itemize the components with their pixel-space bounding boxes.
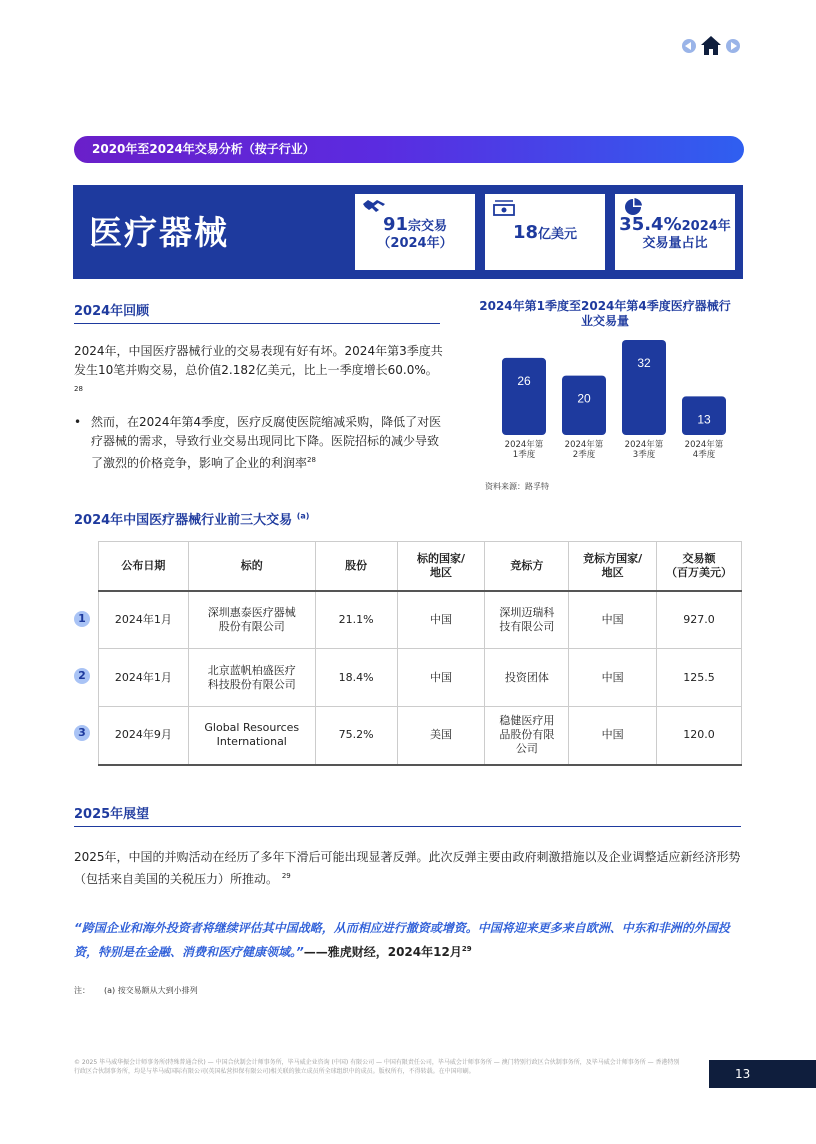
cell-target: 深圳惠泰医疗器械 股份有限公司	[188, 591, 315, 649]
cell-bidder: 稳健医疗用 品股份有限 公司	[485, 707, 569, 765]
header-target: 标的	[188, 542, 315, 591]
section-banner: 2020年至2024年交易分析（按子行业）	[74, 136, 744, 163]
category-label: 3季度	[632, 450, 656, 460]
header-stake: 股份	[315, 542, 397, 591]
cell-value: 927.0	[657, 591, 742, 649]
review-rule	[74, 323, 440, 324]
cell-stake: 75.2%	[315, 707, 397, 765]
quote-attribution: ——雅虎财经，2024年12月	[303, 945, 462, 959]
header-target-country: 标的国家/ 地区	[397, 542, 485, 591]
next-page-icon[interactable]	[726, 39, 740, 53]
cell-date: 2024年1月	[99, 649, 189, 707]
bullet-dot: •	[74, 415, 82, 429]
cell-target: 北京蓝帆柏盛医疗 科技股份有限公司	[188, 649, 315, 707]
table-note: 注： (a) 按交易额从大到小排列	[74, 986, 198, 995]
cell-target-country: 美国	[397, 707, 485, 765]
pull-quote: “跨国企业和海外投资者将继续评估其中国战略，从而相应进行撤资或增资。中国将迎来更多来自欧洲、中东和非洲的外国投资，特别是在金融、消费和医疗健康领域。”——雅虎财经，2024年12月$^{29}$	[74, 921, 730, 959]
bar-q3	[622, 340, 666, 435]
chart-source: 资料来源：路孚特	[485, 482, 549, 491]
cell-stake: 18.4%	[315, 649, 397, 707]
cell-target: Global Resources International	[188, 707, 315, 765]
category-label: 2024年第	[504, 440, 544, 450]
cell-date: 2024年1月	[99, 591, 189, 649]
category-label: 2024年第	[564, 440, 604, 450]
chart-title: 2024年第1季度至2024年第4季度医疗器械行业交易量	[479, 299, 731, 328]
category-label: 2024年第	[684, 440, 724, 450]
deal-volume-bar-chart	[476, 330, 746, 470]
outlook-rule	[74, 826, 741, 827]
cell-target-country: 中国	[397, 649, 485, 707]
review-paragraph: 2024年，中国医疗器械行业的交易表现有好有坏。2024年第3季度共发生10笔并购交易，总价值2.182亿美元，比上一季度增长60.0%。 $^{28}$	[74, 344, 443, 393]
cell-bidder-country: 中国	[569, 707, 657, 765]
category-label: 2季度	[572, 450, 596, 460]
cell-target-country: 中国	[397, 591, 485, 649]
header-bidder: 竞标方	[485, 542, 569, 591]
bar-value-label: 20	[577, 391, 591, 406]
table-row	[99, 707, 742, 765]
header-bidder-country: 竞标方国家/ 地区	[569, 542, 657, 591]
category-label: 1季度	[512, 450, 536, 460]
review-bullet: • 然而，在2024年第4季度，医疗反腐使医院缩减采购，降低了对医疗器械的需求，导致行业交易出现同比下降。医院招标的减少导致了激烈的价格竞争，影响了企业的利润率$^{28}$	[74, 415, 442, 470]
sector-title: 医疗器械	[89, 213, 229, 252]
header-value: 交易额 （百万美元）	[657, 542, 742, 591]
review-heading: 2024年回顾	[74, 304, 150, 319]
bar-value-label: 13	[697, 412, 711, 427]
cell-bidder: 投资团体	[485, 649, 569, 707]
cell-stake: 21.1%	[315, 591, 397, 649]
banknote-icon	[491, 196, 517, 218]
rank-badge: 2	[74, 668, 90, 684]
cell-bidder: 深圳迈瑞科 技有限公司	[485, 591, 569, 649]
table-header-row	[99, 542, 742, 591]
rank-badge: 3	[74, 725, 90, 741]
category-label: 2024年第	[624, 440, 664, 450]
bar-q1	[502, 358, 546, 435]
previous-page-icon[interactable]	[682, 39, 696, 53]
cell-bidder-country: 中国	[569, 649, 657, 707]
top-deals-table	[98, 541, 742, 766]
top-deals-title: 2024年中国医疗器械行业前三大交易 $^{(a)}$	[74, 511, 310, 528]
outlook-heading: 2025年展望	[74, 807, 150, 822]
cell-value: 125.5	[657, 649, 742, 707]
cell-bidder-country: 中国	[569, 591, 657, 649]
stat-deal-count: 91宗交易 （2024年）	[355, 194, 475, 270]
legal-footer: © 2025 毕马威华振会计师事务所(特殊普通合伙) — 中国合伙制会计师事务所，毕马威企业咨询 (中国) 有限公司 — 中国有限责任公司，毕马威会计师事务所 — 澳门特别行政区合伙制事务所，及毕马威会计师事务所 — 香港特别行政区合伙制事务所，均是与毕马威国际有限公司(英国私营担保有限公司)相关联的独立成员所全球组织中的成员。版权所有，不得转载。在中国印刷。	[74, 1059, 680, 1075]
bar-value-label: 26	[517, 373, 531, 388]
stat-volume-share: 35.4%2024年 交易量占比	[615, 194, 735, 270]
stat-deal-value: 18亿美元	[485, 194, 605, 270]
outlook-paragraph: 2025年，中国的并购活动在经历了多年下滑后可能出现显著反弹。此次反弹主要由政府刺激措施以及企业调整适应新经济形势（包括来自美国的关税压力）所推动。 $^{29}$	[74, 850, 741, 886]
cell-date: 2024年9月	[99, 707, 189, 765]
page-navigation	[682, 34, 740, 58]
sector-hero	[73, 185, 743, 279]
table-row	[99, 649, 742, 707]
table-row	[99, 591, 742, 649]
home-icon[interactable]	[700, 34, 722, 58]
header-date: 公布日期	[99, 542, 189, 591]
cell-value: 120.0	[657, 707, 742, 765]
page-number: 13	[709, 1060, 816, 1088]
category-label: 4季度	[692, 450, 716, 460]
rank-badge: 1	[74, 611, 90, 627]
bar-value-label: 32	[637, 356, 651, 370]
